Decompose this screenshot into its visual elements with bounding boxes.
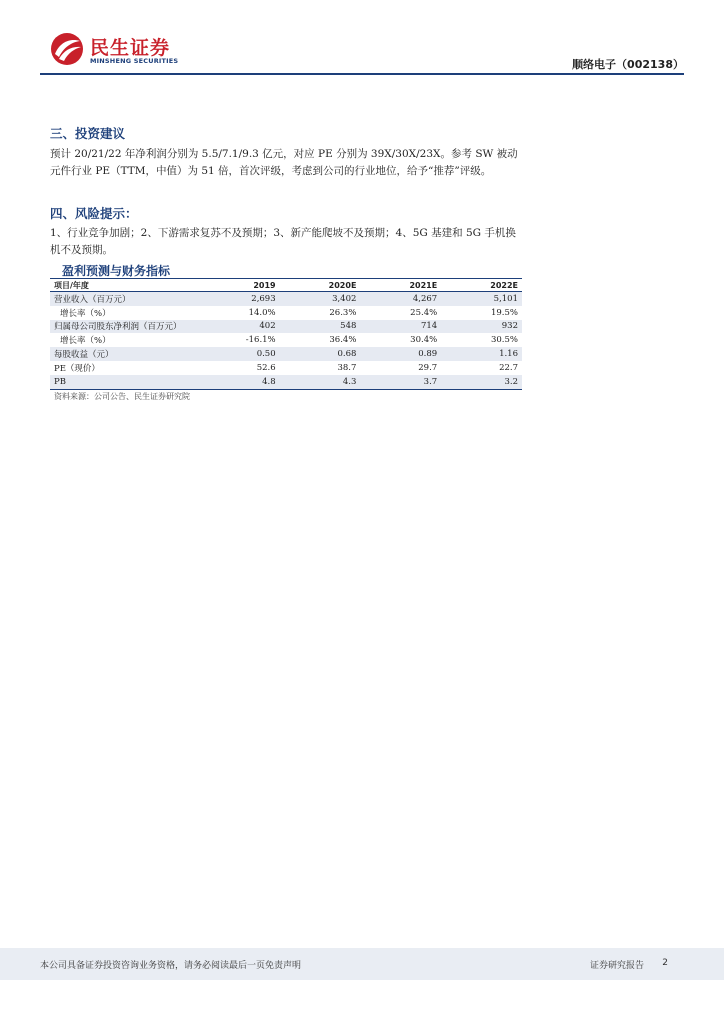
page-number: 2 bbox=[662, 958, 668, 968]
table-cell: 3,402 bbox=[280, 292, 361, 306]
table-row bbox=[50, 375, 522, 389]
row-label: 增长率（%） bbox=[60, 308, 111, 319]
financial-table bbox=[50, 278, 522, 390]
row-label: 归属母公司股东净利润（百万元） bbox=[50, 320, 194, 334]
table-row bbox=[50, 306, 522, 320]
header-cell: 2019 bbox=[194, 279, 280, 292]
table-cell: 30.4% bbox=[410, 335, 438, 346]
header-cell: 2020E bbox=[280, 279, 361, 292]
minsheng-logo bbox=[50, 30, 190, 70]
section-title-investment: 三、投资建议 bbox=[50, 126, 126, 141]
table-cell: 52.6 bbox=[256, 362, 276, 373]
row-label: 营业收入（百万元） bbox=[50, 292, 194, 306]
table-cell: 4,267 bbox=[360, 292, 441, 306]
table-cell: 3.7 bbox=[360, 375, 441, 389]
table-title: 盈利预测与财务指标 bbox=[62, 264, 171, 278]
table-cell: 0.50 bbox=[194, 347, 280, 361]
row-label: 增长率（%） bbox=[60, 336, 111, 347]
header-cell: 项目/年度 bbox=[50, 279, 194, 292]
table-cell: 26.3% bbox=[329, 307, 357, 318]
logo-en-text: MINSHENG SECURITIES bbox=[90, 57, 179, 65]
table-cell: 36.4% bbox=[329, 335, 357, 346]
page-footer bbox=[0, 948, 724, 980]
table-source: 资料来源：公司公告、民生证券研究院 bbox=[54, 392, 190, 401]
header-cell: 2021E bbox=[360, 279, 441, 292]
table-header-row bbox=[50, 279, 522, 292]
table-cell: 19.5% bbox=[490, 307, 518, 318]
row-label: PE（现价） bbox=[54, 363, 100, 374]
table-row bbox=[50, 333, 522, 347]
table-cell: 30.5% bbox=[490, 335, 518, 346]
minsheng-logo-icon bbox=[50, 32, 84, 66]
table-cell: 25.4% bbox=[410, 307, 438, 318]
footer-disclaimer: 本公司具备证券投资咨询业务资格，请务必阅读最后一页免责声明 bbox=[40, 961, 302, 971]
table-cell: 29.7 bbox=[418, 362, 438, 373]
table-cell: 3.2 bbox=[441, 375, 522, 389]
row-label: 每股收益（元） bbox=[50, 347, 194, 361]
table-cell: 0.68 bbox=[280, 347, 361, 361]
table-cell: 22.7 bbox=[499, 362, 518, 373]
table-cell: 402 bbox=[194, 320, 280, 334]
table-cell: 1.16 bbox=[441, 347, 522, 361]
table-cell: 4.8 bbox=[194, 375, 280, 389]
table-row bbox=[50, 320, 522, 334]
row-label: PB bbox=[50, 375, 194, 389]
table-cell: 4.3 bbox=[280, 375, 361, 389]
table-cell: 2,693 bbox=[194, 292, 280, 306]
header-divider bbox=[40, 73, 684, 75]
table-cell: 5,101 bbox=[441, 292, 522, 306]
header-cell: 2022E bbox=[441, 279, 522, 292]
section-text-investment: 预计 20/21/22 年净利润分别为 5.5/7.1/9.3 亿元，对应 PE 分别为 39X/30X/23X。参考 SW 被动元件行业 PE（TTM，中值）为 51 倍，首次评级，考虑到公司的行业地位，给予“推荐”评级。 bbox=[50, 148, 518, 177]
table-cell: 14.0% bbox=[248, 307, 276, 318]
table-cell: 38.7 bbox=[337, 362, 357, 373]
section-text-risk: 1、行业竞争加剧；2、下游需求复苏不及预期；3、新产能爬坡不及预期；4、5G 基建和 5G 手机换机不及预期。 bbox=[50, 227, 516, 256]
table-row bbox=[50, 347, 522, 361]
table-row bbox=[50, 361, 522, 375]
table-row bbox=[50, 292, 522, 306]
table-cell: -16.1% bbox=[245, 335, 276, 346]
table-cell: 932 bbox=[441, 320, 522, 334]
table-cell: 714 bbox=[360, 320, 441, 334]
table-cell: 0.89 bbox=[360, 347, 441, 361]
company-code: 顺络电子（002138） bbox=[572, 58, 684, 71]
logo-cn-text: 民生证券 bbox=[90, 37, 171, 59]
footer-report-type: 证券研究报告 bbox=[589, 961, 644, 971]
table-cell: 548 bbox=[280, 320, 361, 334]
section-title-risk: 四、风险提示： bbox=[50, 206, 138, 221]
